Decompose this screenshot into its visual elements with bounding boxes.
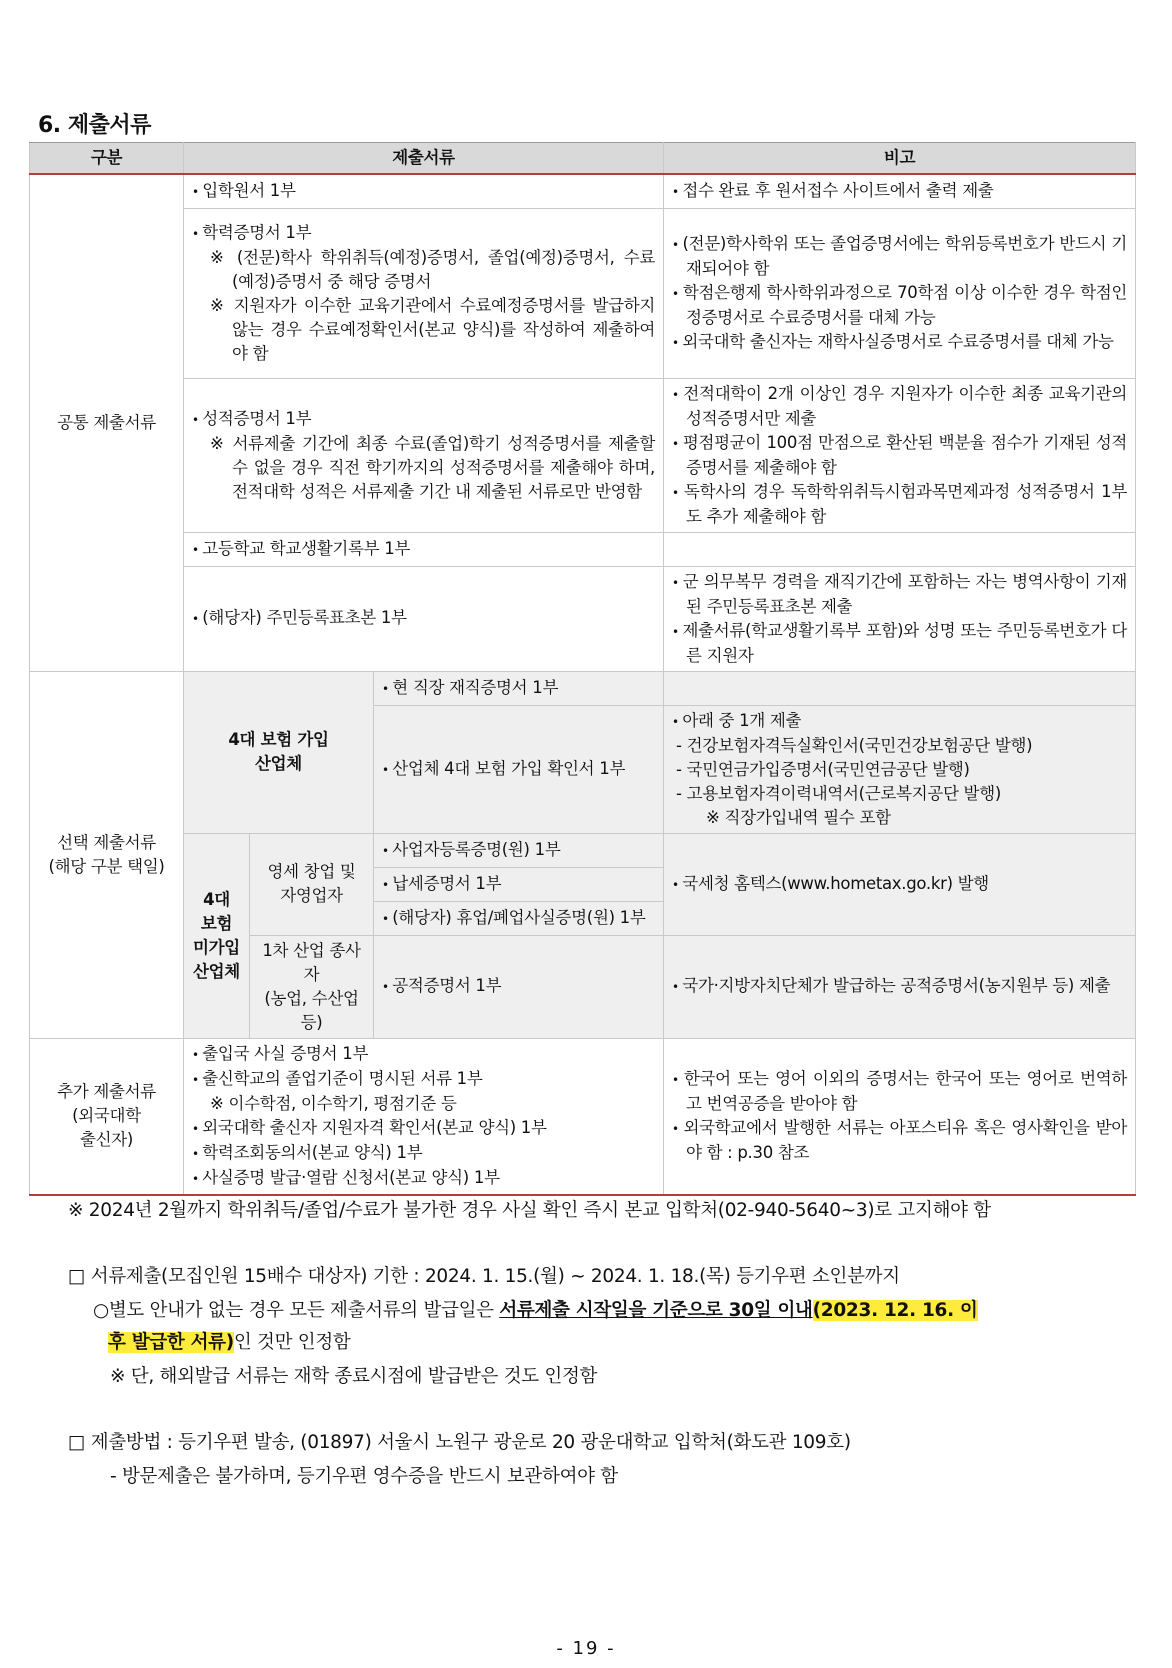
doc-cell: • (해당자) 주민등록표초본 1부: [184, 566, 664, 671]
header-documents: 제출서류: [184, 143, 664, 175]
remark-cell: [664, 671, 1136, 705]
section-title: 6. 제출서류: [38, 113, 151, 138]
remark-cell: • 한국어 또는 영어 이외의 증명서는 한국어 또는 영어로 번역하고 번역공증을 받아야 함 • 외국학교에서 발행한 서류는 아포스티유 혹은 영사확인을 받아야 함 : p.30 참조: [664, 1038, 1136, 1195]
doc-cell: • 고등학교 학교생활기록부 1부: [184, 532, 664, 566]
overseas-note: ※ 단, 해외발급 서류는 재학 종료시점에 발급받은 것도 인정함: [110, 1366, 598, 1387]
submission-method: □ 제출방법 : 등기우편 발송, (01897) 서울시 노원구 광운로 20 광운대학교 입학처(화도관 109호): [68, 1432, 851, 1453]
doc-cell: • 입학원서 1부: [184, 174, 664, 208]
category-optional: 선택 제출서류 (해당 구분 택일): [30, 671, 184, 1038]
doc-cell: • 산업체 4대 보험 가입 확인서 1부: [374, 705, 664, 833]
category-common: 공통 제출서류: [30, 174, 184, 671]
doc-cell: • (해당자) 휴업/폐업사실증명(원) 1부: [374, 901, 664, 935]
documents-table: [29, 142, 1136, 1196]
header-category: 구분: [30, 143, 184, 175]
doc-cell: • 납세증명서 1부: [374, 867, 664, 901]
doc-cell: • 현 직장 재직증명서 1부: [374, 671, 664, 705]
insured-label: 4대 보험 가입 산업체: [184, 671, 374, 833]
method-note: - 방문제출은 불가하며, 등기우편 영수증을 반드시 보관하여야 함: [110, 1466, 618, 1487]
remark-cell: • 국가·지방자치단체가 발급하는 공적증명서(농지원부 등) 제출: [664, 935, 1136, 1038]
remark-cell: [664, 532, 1136, 566]
remark-cell: • 전적대학이 2개 이상인 경우 지원자가 이수한 최종 교육기관의 성적증명서만 제출 • 평점평균이 100점 만점으로 환산된 백분율 점수가 기재된 성적증명서를 제출해야 함 • 독학사의 경우 독학학위취득시험과목면제과정 성적증명서 1부도 추가 제출해야 함: [664, 378, 1136, 532]
doc-cell: • 출입국 사실 증명서 1부 • 출신학교의 졸업기준이 명시된 서류 1부 ※ 이수학점, 이수학기, 평점기준 등 • 외국대학 출신자 지원자격 확인서(본교 양식) 1부 • 학력조회동의서(본교 양식) 1부 • 사실증명 발급·열람 신청서(본교 양식) 1부: [184, 1038, 664, 1195]
remark-cell: • 국세청 홈텍스(www.hometax.go.kr) 발행: [664, 833, 1136, 935]
issue-date-text: ○별도 안내가 없는 경우 모든 제출서류의 발급일은 서류제출 시작일을 기준으로 30일 이내(2023. 12. 16. 이: [93, 1300, 978, 1321]
category-additional: 추가 제출서류 (외국대학 출신자): [30, 1038, 184, 1195]
deadline-text: □ 서류제출(모집인원 15배수 대상자) 기한 : 2024. 1. 15.(월) ~ 2024. 1. 18.(목) 등기우편 소인분까지: [68, 1266, 900, 1287]
primary-industry-label: 1차 산업 종사자 (농업, 수산업 등): [250, 935, 374, 1038]
doc-cell: • 학력증명서 1부 ※ (전문)학사 학위취득(예정)증명서, 졸업(예정)증명서, 수료(예정)증명서 중 해당 증명서 ※ 지원자가 이수한 교육기관에서 수료예정증명서를 발급하지 않는 경우 수료예정확인서(본교 양식)를 작성하여 제출하여야 함: [184, 208, 664, 378]
doc-cell: • 사업자등록증명(원) 1부: [374, 833, 664, 867]
header-remarks: 비고: [664, 143, 1136, 175]
footnote: ※ 2024년 2월까지 학위취득/졸업/수료가 불가한 경우 사실 확인 즉시 본교 입학처(02-940-5640~3)로 고지해야 함: [68, 1200, 991, 1221]
page-number: - 19 -: [556, 1638, 616, 1659]
doc-cell: • 공적증명서 1부: [374, 935, 664, 1038]
issue-date-text-cont: 후 발급한 서류)인 것만 인정함: [108, 1332, 351, 1353]
remark-cell: • 접수 완료 후 원서접수 사이트에서 출력 제출: [664, 174, 1136, 208]
doc-cell: • 성적증명서 1부 ※ 서류제출 기간에 최종 수료(졸업)학기 성적증명서를 제출할 수 없을 경우 직전 학기까지의 성적증명서를 제출해야 하며, 전적대학 성적은 서류제출 기간 내 제출된 서류로만 반영함: [184, 378, 664, 532]
self-employed-label: 영세 창업 및 자영업자: [250, 833, 374, 935]
uninsured-label: 4대 보험 미가입 산업체: [184, 833, 250, 1038]
remark-cell: • (전문)학사학위 또는 졸업증명서에는 학위등록번호가 반드시 기재되어야 함 • 학점은행제 학사학위과정으로 70학점 이상 이수한 경우 학점인정증명서로 수료증명서를 대체 가능 • 외국대학 출신자는 재학사실증명서로 수료증명서를 대체 가능: [664, 208, 1136, 378]
remark-cell: • 아래 중 1개 제출 - 건강보험자격득실확인서(국민건강보험공단 발행) - 국민연금가입증명서(국민연금공단 발행) - 고용보험자격이력내역서(근로복지공단 발행) ※ 직장가입내역 필수 포함: [664, 705, 1136, 833]
remark-cell: • 군 의무복무 경력을 재직기간에 포함하는 자는 병역사항이 기재된 주민등록표초본 제출 • 제출서류(학교생활기록부 포함)와 성명 또는 주민등록번호가 다른 지원자: [664, 566, 1136, 671]
